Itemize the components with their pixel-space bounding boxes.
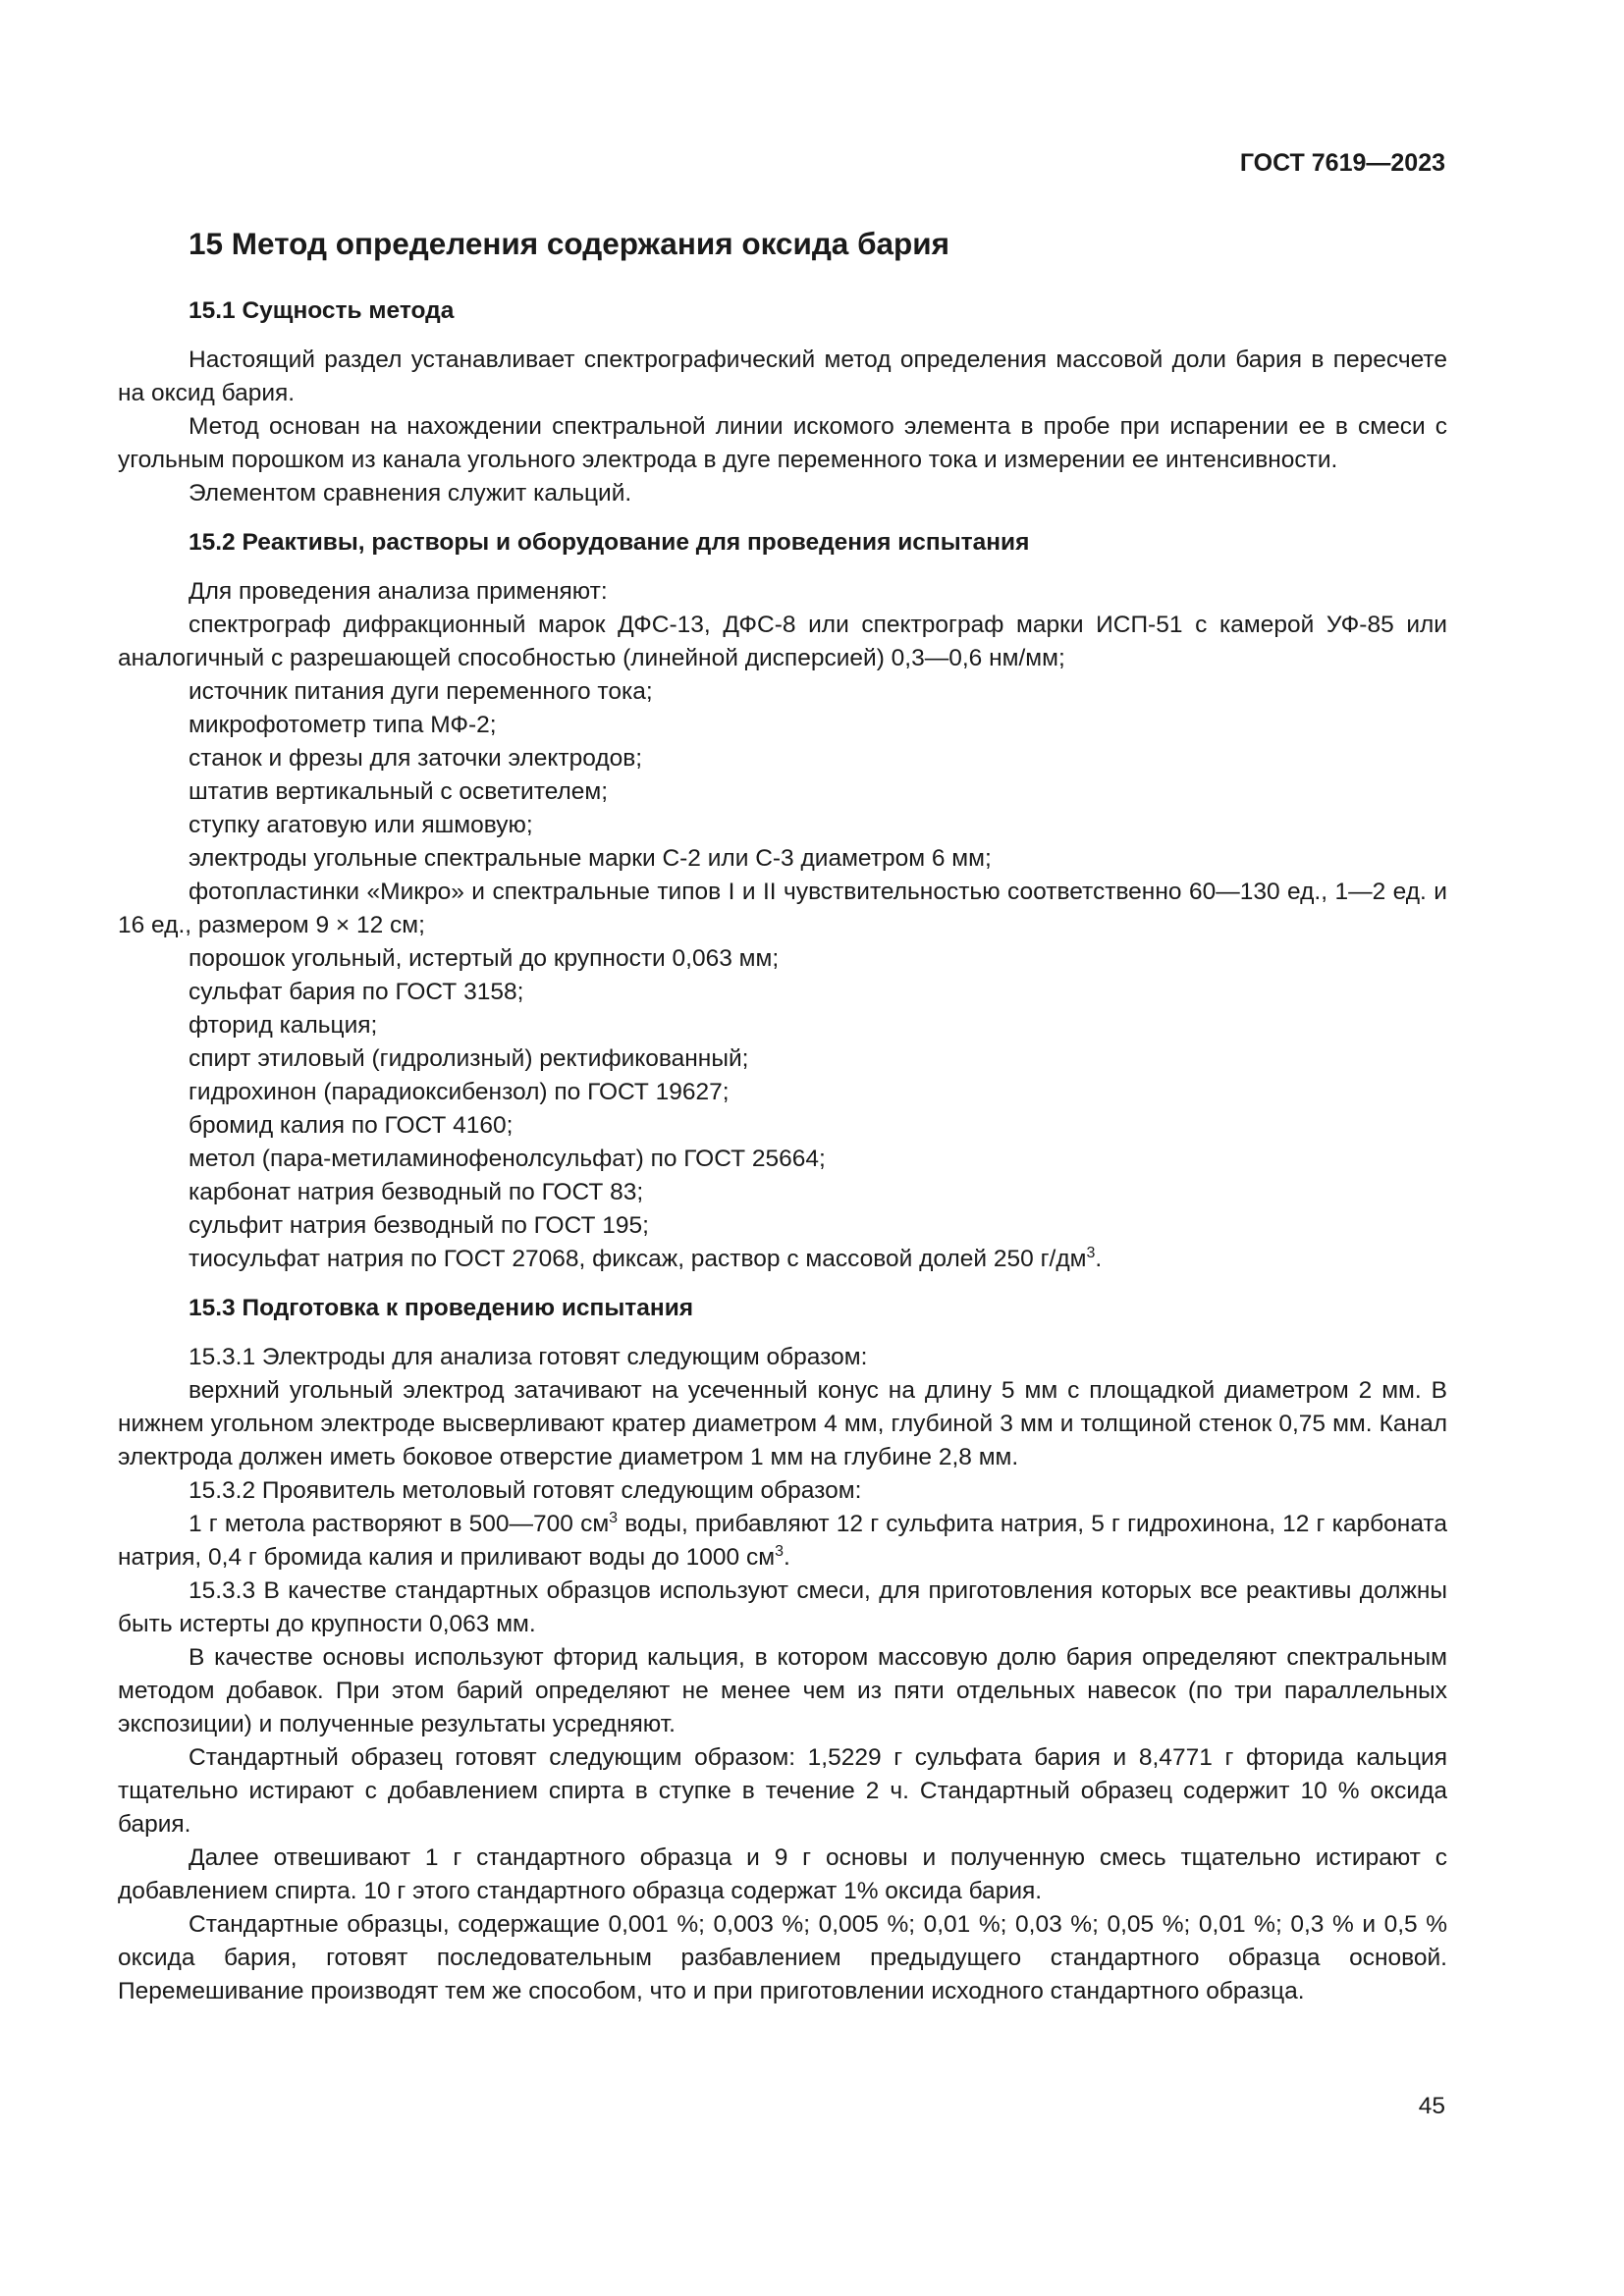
paragraph: Стандартный образец готовят следующим образом: 1,5229 г сульфата бария и 8,4771 г фторида кальция тщательно истирают с добавлением спирта в ступке в течение 2 ч. Стандартный образец содержит 10 % оксида бария. [118,1744,1447,1838]
superscript: 3 [1086,1245,1096,1261]
list-item [118,1243,1447,1276]
list-item: сульфит натрия безводный по ГОСТ 195; [189,1212,649,1239]
list-item: карбонат натрия безводный по ГОСТ 83; [189,1179,644,1205]
subsection-title-15-1: 15.1 Сущность метода [189,297,455,324]
list-item: микрофотометр типа МФ-2; [189,712,497,738]
paragraph: 15.3.2 Проявитель метоловый готовят следующим образом: [189,1477,862,1504]
text-span: 1 г метола растворяют в 500—700 см [189,1511,610,1537]
document-code: ГОСТ 7619—2023 [1239,149,1445,177]
list-item-text: тиосульфат натрия по ГОСТ 27068, фиксаж, раствор с массовой долей 250 г/дм [189,1246,1087,1272]
equipment-list [118,609,1447,1276]
list-item: сульфат бария по ГОСТ 3158; [189,979,524,1005]
paragraph: Метод основан на нахождении спектральной линии искомого элемента в пробе при испарении ее в смеси с угольным порошком из канала угольного электрода в дуге переменного тока и измерении ее интенсивности. [118,413,1447,473]
list-item: порошок угольный, истертый до крупности 0,063 мм; [189,945,780,972]
list-item: спектрограф дифракционный марок ДФС-13, ДФС-8 или спектрограф марки ИСП-51 с камерой УФ-85 или аналогичный с разрешающей способностью (линейной дисперсией) 0,3—0,6 нм/мм; [118,612,1447,671]
list-item: источник питания дуги переменного тока; [189,678,653,705]
subsection-title-15-2: 15.2 Реактивы, растворы и оборудование для проведения испытания [189,529,1030,556]
paragraph: Далее отвешивают 1 г стандартного образца и 9 г основы и полученную смесь тщательно истирают с добавлением спирта. 10 г этого стандартного образца содержат 1% оксида бария. [118,1844,1447,1904]
text-span: . [783,1544,790,1571]
list-item: электроды угольные спектральные марки С-2 или С-3 диаметром 6 мм; [189,845,992,872]
list-item: штатив вертикальный с осветителем; [189,778,609,805]
section-title: 15 Метод определения содержания оксида бария [189,226,950,261]
paragraph: верхний угольный электрод затачивают на усеченный конус на длину 5 мм с площадкой диаметром 2 мм. В нижнем угольном электроде высверливают кратер диаметром 4 мм, глубиной 3 мм и толщиной стенок 0,75 мм. Канал электрода должен иметь боковое отверстие диаметром 1 мм на глубине 2,8 мм. [118,1377,1447,1470]
subsection-title-15-3: 15.3 Подготовка к проведению испытания [189,1295,694,1321]
list-item: станок и фрезы для заточки электродов; [189,745,643,772]
list-item: бромид калия по ГОСТ 4160; [189,1112,514,1139]
list-item-end: . [1095,1246,1103,1272]
paragraph: Для проведения анализа применяют: [189,578,608,605]
list-item: фторид кальция; [189,1012,378,1039]
superscript: 3 [775,1543,784,1560]
superscript: 3 [609,1510,619,1526]
text-span: воды, прибавляют 12 г сульфита натрия, 5 г гидрохинона, 12 г карбоната натрия, 0,4 г бромида калия и приливают воды до 1000 см [118,1511,1447,1571]
paragraph [118,1508,1447,1575]
list-item: метол (пара-метиламинофенолсульфат) по ГОСТ 25664; [189,1146,826,1172]
document-body [118,224,1447,2008]
page-number: 45 [1418,2093,1445,2119]
list-item: спирт этиловый (гидролизный) ректификованный; [189,1045,749,1072]
list-item: гидрохинон (парадиоксибензол) по ГОСТ 19627; [189,1079,730,1105]
paragraph: 15.3.1 Электроды для анализа готовят следующим образом: [189,1344,868,1370]
paragraph: Элементом сравнения служит кальций. [189,480,632,507]
list-item: фотопластинки «Микро» и спектральные типов I и II чувствительностью соответственно 60—130 ед., 1—2 ед. и 16 ед., размером 9 × 12 см; [118,879,1447,938]
paragraph: Стандартные образцы, содержащие 0,001 %; 0,003 %; 0,005 %; 0,01 %; 0,03 %; 0,05 %; 0,01 %; 0,3 % и 0,5 % оксида бария, готовят последовательным разбавлением предыдущего стандартного образца основой. Перемешивание производят тем же способом, что и при приготовлении исходного стандартного образца. [118,1911,1447,2004]
paragraph: В качестве основы используют фторид кальция, в котором массовую долю бария определяют спектральным методом добавок. При этом барий определяют не менее чем из пяти отдельных навесок (по три параллельных экспозиции) и полученные результаты усредняют. [118,1644,1447,1737]
list-item: ступку агатовую или яшмовую; [189,812,533,838]
paragraph: Настоящий раздел устанавливает спектрографический метод определения массовой доли бария в пересчете на оксид бария. [118,347,1447,406]
paragraph: 15.3.3 В качестве стандартных образцов используют смеси, для приготовления которых все реактивы должны быть истерты до крупности 0,063 мм. [118,1577,1447,1637]
